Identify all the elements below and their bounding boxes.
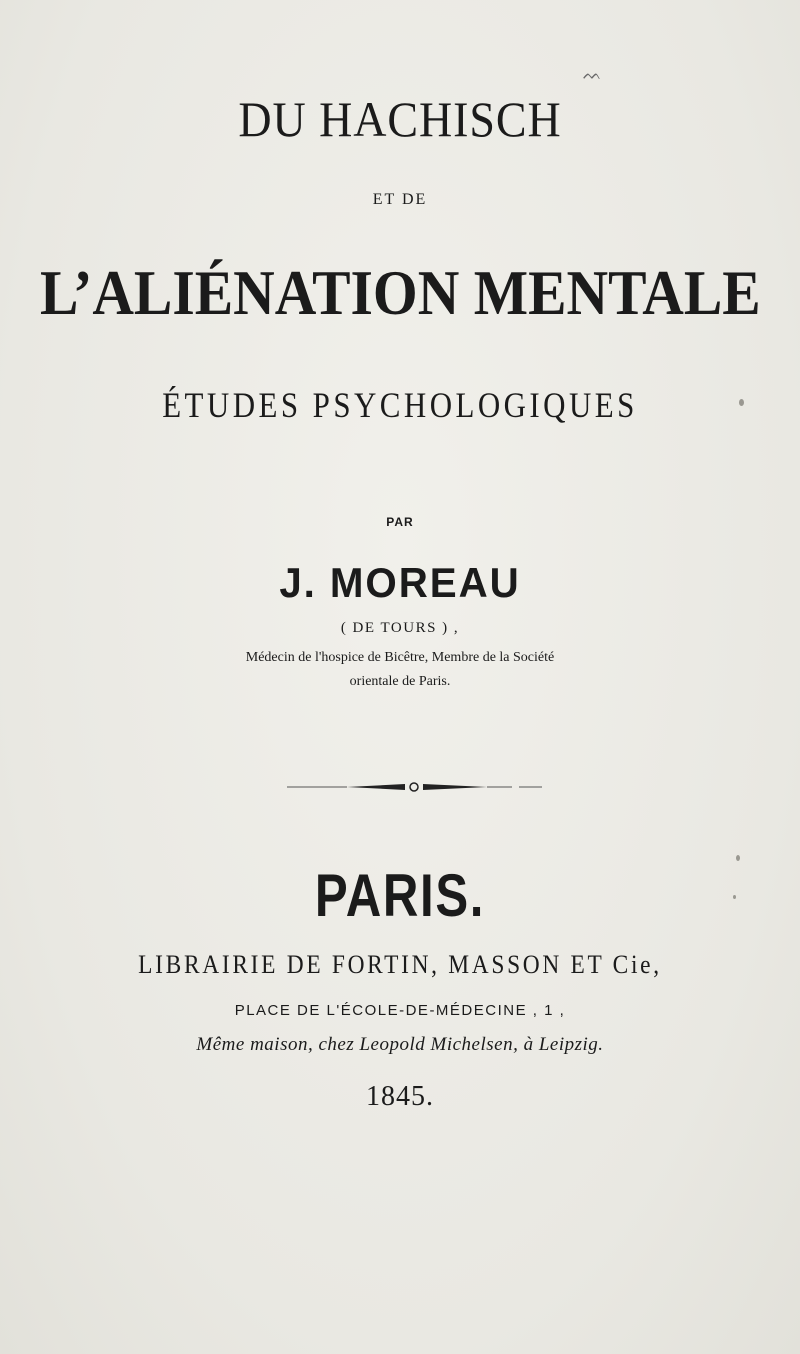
title-line-3: L’ALIÉNATION MENTALE (40, 257, 761, 328)
publisher: LIBRAIRIE DE FORTIN, MASSON ET Cie, (138, 950, 662, 979)
paper-speck (733, 895, 736, 899)
by-label: PAR (386, 515, 414, 529)
same-house-note: Même maison, chez Leopold Michelsen, à Leipzig. (196, 1034, 604, 1055)
paper-speck (736, 855, 740, 861)
city: PARIS. (314, 862, 486, 929)
subtitle: ÉTUDES PSYCHOLOGIQUES (162, 385, 638, 425)
year: 1845. (366, 1081, 434, 1112)
author-origin: ( DE TOURS ) , (340, 620, 460, 636)
ornament-glyph: ᨓ (583, 66, 603, 83)
author-name: J. MOREAU (279, 559, 521, 606)
ornamental-divider (287, 780, 542, 794)
title-line-1: DU HACHISCH (238, 91, 562, 147)
credentials-line-2: orientale de Paris. (349, 674, 451, 689)
publisher-address: PLACE DE L'ÉCOLE-DE-MÉDECINE , 1 , (234, 1002, 566, 1019)
credentials-line-1: Médecin de l'hospice de Bicêtre, Membre de la Société (245, 650, 555, 665)
title-line-2: ET DE (372, 191, 428, 208)
paper-speck (739, 399, 744, 406)
